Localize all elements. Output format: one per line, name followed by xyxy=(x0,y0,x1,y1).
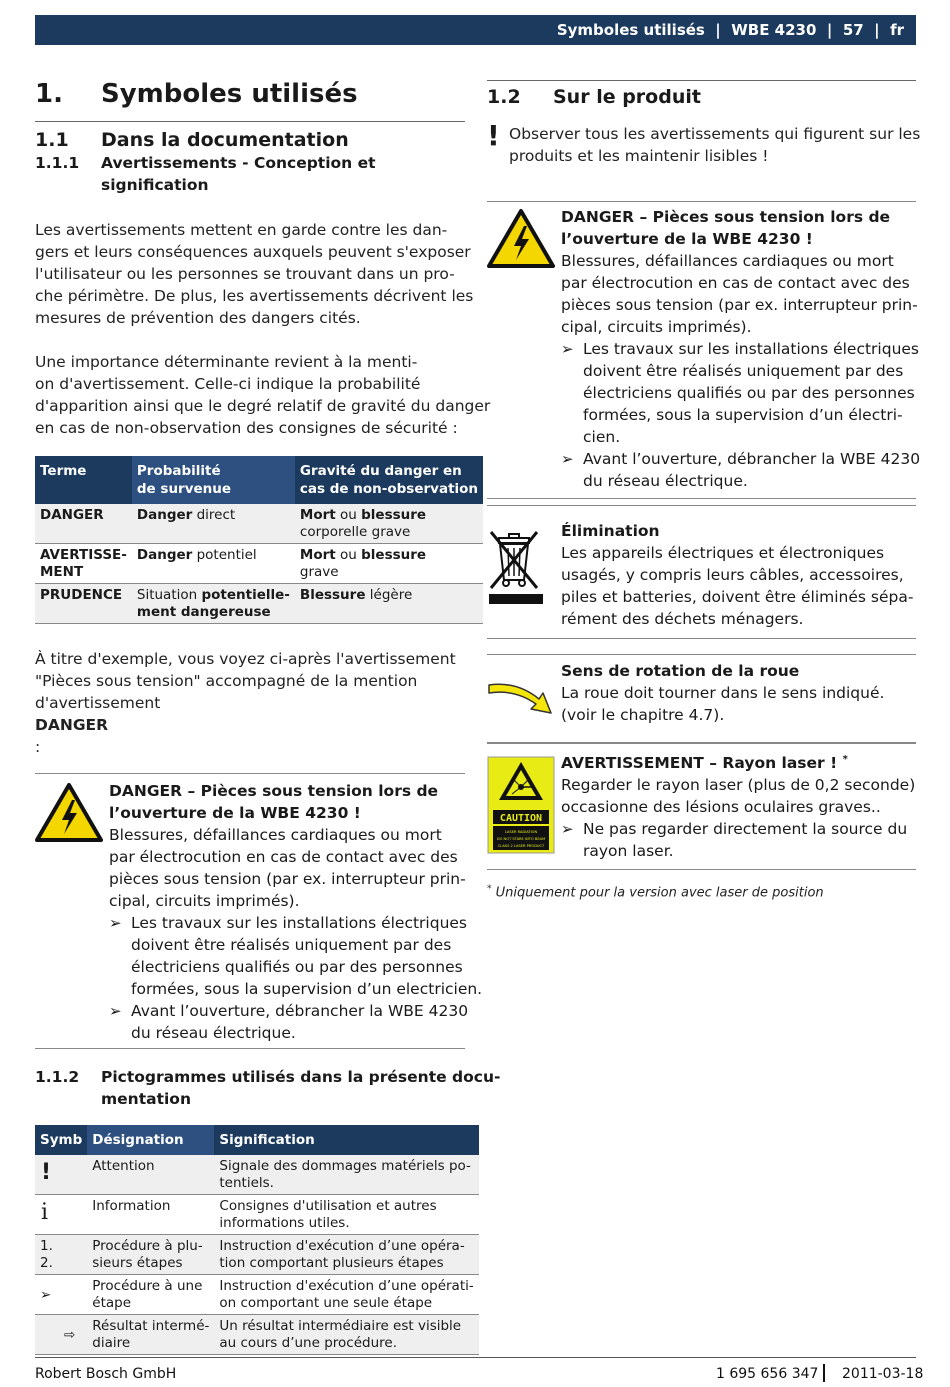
footer-date: 2011-03-18 xyxy=(842,1366,924,1382)
page-header: Symboles utilisés | WBE 4230 | 57 | fr xyxy=(35,15,916,45)
right-column xyxy=(487,80,921,901)
electrical-hazard-icon xyxy=(35,782,103,842)
header-page: 57 xyxy=(842,21,864,39)
warning-title: l’ouverture de la WBE 4230 ! xyxy=(109,804,361,822)
footer-document-number: 1 695 656 347 xyxy=(716,1366,819,1382)
signal-word-table xyxy=(35,456,483,624)
warning-title: l’ouverture de la WBE 4230 ! xyxy=(561,230,813,248)
left-column xyxy=(35,78,501,1355)
table-row: ➢ Procédure à une étape Instruction d'exécution d’une opérati- on comportant une seule étape xyxy=(35,1275,479,1315)
table-header-cell: Probabilité de survenue xyxy=(132,456,295,504)
table-header-cell: Gravité du danger en cas de non-observation xyxy=(295,456,483,504)
warning-instruction: ➢ Avant l’ouverture, débrancher la WBE 4230 du réseau électrique. xyxy=(561,450,921,490)
svg-text:CAUTION: CAUTION xyxy=(499,813,543,824)
warning-instruction: ➢ Ne pas regarder directement la source du rayon laser. xyxy=(561,820,908,861)
footer-separator xyxy=(823,1364,825,1382)
numbered-steps-icon: 1. 2. xyxy=(35,1235,87,1275)
footer-divider xyxy=(35,1357,916,1358)
table-row: ⇨ Résultat intermé- diaire Un résultat intermédiaire est visible au cours d’une procédure. xyxy=(35,1315,479,1355)
arrow-bullet-icon: ➢ xyxy=(561,820,574,839)
footnote: * Uniquement pour la version avec laser de position xyxy=(487,884,824,901)
footer-company: Robert Bosch GmbH xyxy=(35,1366,177,1382)
svg-text:DO NOT STARE INTO BEAM: DO NOT STARE INTO BEAM xyxy=(496,837,546,841)
disposal-notice: Élimination Les appareils électriques et électroniques usagés, y compris leurs câbles, accessoires, piles et batteries, doivent être éliminés sépa- rément des déchets ménagers. xyxy=(487,505,916,639)
rotation-title: Sens de rotation de la roue xyxy=(561,662,800,680)
danger-warning-product: DANGER – Pièces sous tension lors de l’ouverture de la WBE 4230 ! Blessures, défaillances cardiaques ou mort par électrocution en cas de contact avec des pièces sous tension (par ex. interrupteur prin- cipal, circuits imprimés). ➢ Les travaux sur les installations électriques doivent être réalisés uniquement par des électriciens qualifiés ou par des personnes formées, sous la supervision d’un électri- cien. ➢ Avant l’ouverture, débrancher la WBE 4230 du réseau électrique. xyxy=(487,201,916,499)
table-row: i Information Consignes d'utilisation et autres informations utiles. xyxy=(35,1195,479,1235)
signal-word-paragraph: Une importance déterminante revient à la menti- on d'avertissement. Celle-ci indique la probabilité d'apparition ainsi que le degré relatif de gravité du danger en cas de non-observation des consignes de sécurité : xyxy=(35,353,491,437)
example-paragraph: À titre d'exemple, vous voyez ci-après l'avertissement "Pièces sous tension" accompagné de la mention d'avertissement DANGER : xyxy=(35,650,456,756)
laser-warning-title: AVERTISSEMENT – Rayon laser ! * xyxy=(561,754,848,773)
warning-title: DANGER – Pièces sous tension lors de xyxy=(561,208,891,226)
arrow-bullet-icon: ➢ xyxy=(109,914,122,932)
weee-crossed-bin-icon xyxy=(487,528,545,606)
arrow-bullet-icon: ➢ xyxy=(561,450,574,468)
table-row: AVERTISSE- MENT Danger potentiel Mort ou blessure grave xyxy=(35,544,483,584)
disposal-title: Élimination xyxy=(561,522,660,540)
warning-instruction: ➢ Les travaux sur les installations électriques doivent être réalisés uniquement par des électriciens qualifiés ou par des personnes formées, sous la supervision d’un électri- cien. xyxy=(561,340,920,446)
attention-icon: ! xyxy=(487,119,500,152)
information-icon: i xyxy=(35,1195,87,1235)
section-heading-1: 1. Symboles utilisés xyxy=(35,78,465,122)
rotation-direction-arrow-icon xyxy=(487,677,555,717)
danger-warning-example: DANGER – Pièces sous tension lors de l’ouverture de la WBE 4230 ! Blessures, défaillances cardiaques ou mort par électrocution en cas de contact avec des pièces sous tension (par ex. interrupteur prin- cipal, circuits imprimés). ➢ Les travaux sur les installations électriques doivent être réalisés uniquement par des électriciens qualifiés ou par des personnes formées, sous la supervision d’un electricien. ➢ Avant l’ouverture, débrancher la WBE 4230 du réseau électrique. xyxy=(35,773,465,1049)
pictogram-table xyxy=(35,1125,479,1355)
observe-note: ! Observer tous les avertissements qui figurent sur les produits et les maintenir lisibles ! xyxy=(487,119,921,165)
table-header-cell: Terme xyxy=(35,456,132,504)
electrical-hazard-icon xyxy=(487,208,555,268)
laser-caution-label-icon xyxy=(487,756,555,854)
arrow-bullet-icon: ➢ xyxy=(561,340,574,358)
table-row: PRUDENCE Situation potentielle- ment dangereuse Blessure légère xyxy=(35,584,483,624)
wheel-rotation-notice: Sens de rotation de la roue La roue doit tourner dans le sens indiqué. (voir le chapitre 4.7). xyxy=(487,654,916,743)
section-heading-1-1-2: 1.1.2 Pictogrammes utilisés dans la présente docu- mentation xyxy=(35,1068,501,1108)
intro-paragraph: Les avertissements mettent en garde contre les dan- gers et leurs conséquences auxquels peuvent s'exposer l'utilisateur ou les personnes se trouvant dans un pro- che périmètre. De plus, les avertissements décrivent les mesures de prévention des dangers cités. xyxy=(35,221,474,327)
table-header-row xyxy=(35,456,483,504)
header-section: Symboles utilisés xyxy=(556,21,705,39)
table-row: DANGER Danger direct Mort ou blessure corporelle grave xyxy=(35,504,483,544)
single-step-arrow-icon: ➢ xyxy=(35,1275,87,1315)
warning-title: DANGER – Pièces sous tension lors de xyxy=(109,782,439,800)
section-heading-1-1: 1.1 Dans la documentation xyxy=(35,129,349,151)
section-heading-1-1-1: 1.1.1 Avertissements - Conception et signification xyxy=(35,154,376,194)
header-product: WBE 4230 xyxy=(731,21,817,39)
svg-text:LASER RADIATION: LASER RADIATION xyxy=(504,830,538,834)
svg-text:CLASS 2 LASER PRODUCT: CLASS 2 LASER PRODUCT xyxy=(497,844,545,848)
section-heading-1-2: 1.2 Sur le produit xyxy=(487,80,916,112)
warning-instruction: ➢ Les travaux sur les installations électriques doivent être réalisés uniquement par des électriciens qualifiés ou par des personnes formées, sous la supervision d’un electricien. xyxy=(109,914,483,998)
laser-warning: CAUTION LASER RADIATION DO NOT STARE INTO BEAM CLASS 2 LASER PRODUCT AVERTISSEMENT – Rayon laser ! * Regarder le rayon laser (plus de 0,2 seconde) occasionne des lésions oculaires graves.. ➢ Ne pas regarder directement la source du rayon laser. xyxy=(487,743,916,870)
warning-instruction: ➢ Avant l’ouverture, débrancher la WBE 4230 du réseau électrique. xyxy=(109,1002,469,1042)
intermediate-result-icon: ⇨ xyxy=(35,1315,87,1355)
arrow-bullet-icon: ➢ xyxy=(109,1002,122,1020)
header-lang: fr xyxy=(890,21,904,39)
table-row: 1. 2. Procédure à plu- sieurs étapes Instruction d'exécution d’une opéra- tion comportant plusieurs étapes xyxy=(35,1235,479,1275)
table-header-row: Symb Désignation Signification xyxy=(35,1125,479,1155)
attention-icon: ! xyxy=(35,1155,87,1195)
table-row: ! Attention Signale des dommages matériels po- tentiels. xyxy=(35,1155,479,1195)
